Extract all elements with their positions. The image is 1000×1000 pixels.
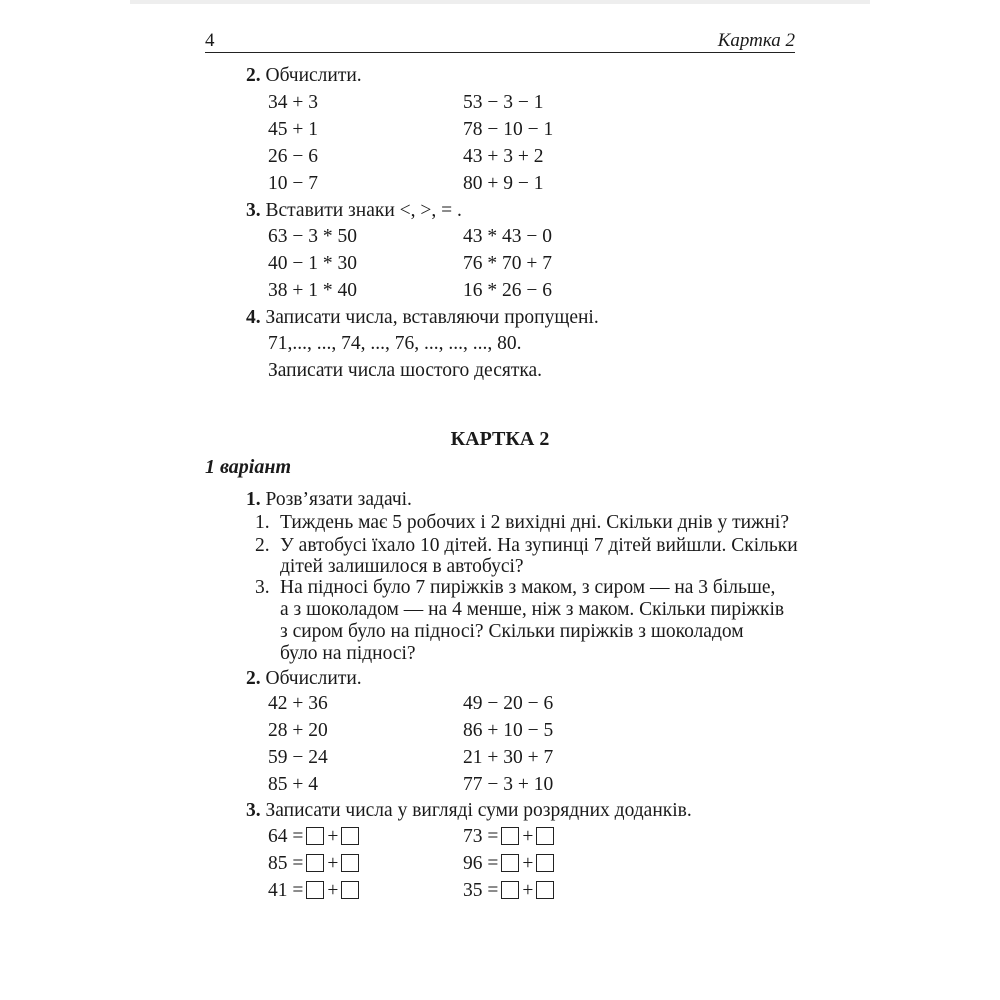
place-value-row bbox=[268, 879, 362, 903]
expression: 40 − 1 * 30 bbox=[268, 253, 357, 274]
plus-sign: + bbox=[327, 853, 339, 874]
prev-task2-heading bbox=[246, 64, 362, 88]
answer-box[interactable] bbox=[501, 854, 519, 872]
page-header bbox=[205, 30, 795, 52]
task-number: 3. bbox=[246, 200, 261, 221]
plus-sign: + bbox=[522, 826, 534, 847]
place-value-row bbox=[463, 852, 557, 876]
expression: 77 − 3 + 10 bbox=[463, 774, 554, 795]
answer-box[interactable] bbox=[536, 881, 554, 899]
task-number: 3. bbox=[246, 800, 261, 821]
problem-line: Тиждень має 5 робочих і 2 вихідні дні. Скільки днів у тижні? bbox=[280, 512, 790, 533]
plus-sign: + bbox=[522, 880, 534, 901]
plus-sign: + bbox=[327, 826, 339, 847]
expression: 16 * 26 − 6 bbox=[463, 280, 552, 301]
expression: 38 + 1 * 40 bbox=[268, 280, 357, 301]
task-number: 2. bbox=[246, 65, 261, 86]
expression: 78 − 10 − 1 bbox=[463, 119, 554, 140]
expression: 49 − 20 − 6 bbox=[463, 693, 554, 714]
expression: 59 − 24 bbox=[268, 747, 328, 768]
number-sequence: 71,..., ..., 74, ..., 76, ..., ..., ..., 80. bbox=[268, 333, 522, 354]
number: 96 bbox=[463, 853, 483, 874]
place-value-row bbox=[268, 852, 362, 876]
place-value-row bbox=[463, 879, 557, 903]
expression: 26 − 6 bbox=[268, 146, 318, 167]
number: 85 bbox=[268, 853, 288, 874]
running-title: Картка 2 bbox=[717, 30, 795, 51]
equals-sign: = bbox=[487, 826, 499, 847]
answer-box[interactable] bbox=[306, 854, 324, 872]
place-value-row bbox=[268, 825, 362, 849]
answer-box[interactable] bbox=[341, 827, 359, 845]
expression: 80 + 9 − 1 bbox=[463, 173, 544, 194]
card-title: КАРТКА 2 bbox=[450, 428, 550, 450]
equals-sign: = bbox=[487, 853, 499, 874]
equals-sign: = bbox=[292, 880, 304, 901]
number: 41 bbox=[268, 880, 288, 901]
top-shade bbox=[130, 0, 870, 4]
expression: 34 + 3 bbox=[268, 92, 318, 113]
task2-heading bbox=[246, 667, 362, 691]
answer-box[interactable] bbox=[341, 881, 359, 899]
problem-number: 2. bbox=[255, 535, 270, 556]
answer-box[interactable] bbox=[341, 854, 359, 872]
header-rule bbox=[205, 52, 795, 53]
problem-line: було на підносі? bbox=[280, 643, 416, 664]
task-title: Записати числа у вигляді суми розрядних доданків. bbox=[265, 800, 692, 821]
prev-task3-heading bbox=[246, 199, 462, 223]
number: 64 bbox=[268, 826, 288, 847]
page-number: 4 bbox=[205, 30, 215, 51]
equals-sign: = bbox=[487, 880, 499, 901]
prev-task4-heading bbox=[246, 306, 599, 330]
task3-heading bbox=[246, 799, 692, 823]
answer-box[interactable] bbox=[306, 881, 324, 899]
number: 73 bbox=[463, 826, 483, 847]
equals-sign: = bbox=[292, 826, 304, 847]
plus-sign: + bbox=[522, 853, 534, 874]
expression: 63 − 3 * 50 bbox=[268, 226, 357, 247]
task-title: Розв’язати задачі. bbox=[265, 489, 412, 510]
problem-line: з сиром було на підносі? Скільки пиріжків з шоколадом bbox=[280, 621, 744, 642]
expression: 53 − 3 − 1 bbox=[463, 92, 544, 113]
task-number: 1. bbox=[246, 489, 261, 510]
task-title: Обчислити. bbox=[265, 65, 362, 86]
place-value-row bbox=[463, 825, 557, 849]
expression: 85 + 4 bbox=[268, 774, 318, 795]
expression: 10 − 7 bbox=[268, 173, 318, 194]
task-note: Записати числа шостого десятка. bbox=[268, 360, 543, 381]
answer-box[interactable] bbox=[536, 854, 554, 872]
task-number: 4. bbox=[246, 307, 261, 328]
expression: 21 + 30 + 7 bbox=[463, 747, 554, 768]
number: 35 bbox=[463, 880, 483, 901]
task1-heading bbox=[246, 488, 412, 512]
plus-sign: + bbox=[327, 880, 339, 901]
problem-line: дітей залишилося в автобусі? bbox=[280, 556, 524, 577]
expression: 86 + 10 − 5 bbox=[463, 720, 554, 741]
task-number: 2. bbox=[246, 668, 261, 689]
expression: 43 + 3 + 2 bbox=[463, 146, 544, 167]
task-title: Записати числа, вставляючи пропущені. bbox=[265, 307, 599, 328]
equals-sign: = bbox=[292, 853, 304, 874]
variant-label: 1 варіант bbox=[205, 456, 292, 478]
expression: 43 * 43 − 0 bbox=[463, 226, 552, 247]
expression: 76 * 70 + 7 bbox=[463, 253, 552, 274]
problem-number: 1. bbox=[255, 512, 270, 533]
problem-number: 3. bbox=[255, 577, 270, 598]
answer-box[interactable] bbox=[306, 827, 324, 845]
expression: 42 + 36 bbox=[268, 693, 328, 714]
answer-box[interactable] bbox=[501, 881, 519, 899]
task-title: Обчислити. bbox=[265, 668, 362, 689]
answer-box[interactable] bbox=[501, 827, 519, 845]
expression: 45 + 1 bbox=[268, 119, 318, 140]
problem-line: а з шоколадом — на 4 менше, ніж з маком. Скільки пиріжків bbox=[280, 599, 785, 620]
problem-line: У автобусі їхало 10 дітей. На зупинці 7 дітей вийшли. Скільки bbox=[280, 535, 798, 556]
answer-box[interactable] bbox=[536, 827, 554, 845]
task-title: Вставити знаки <, >, = . bbox=[265, 200, 462, 221]
problem-line: На підносі було 7 пиріжків з маком, з сиром — на 3 більше, bbox=[280, 577, 776, 598]
expression: 28 + 20 bbox=[268, 720, 328, 741]
